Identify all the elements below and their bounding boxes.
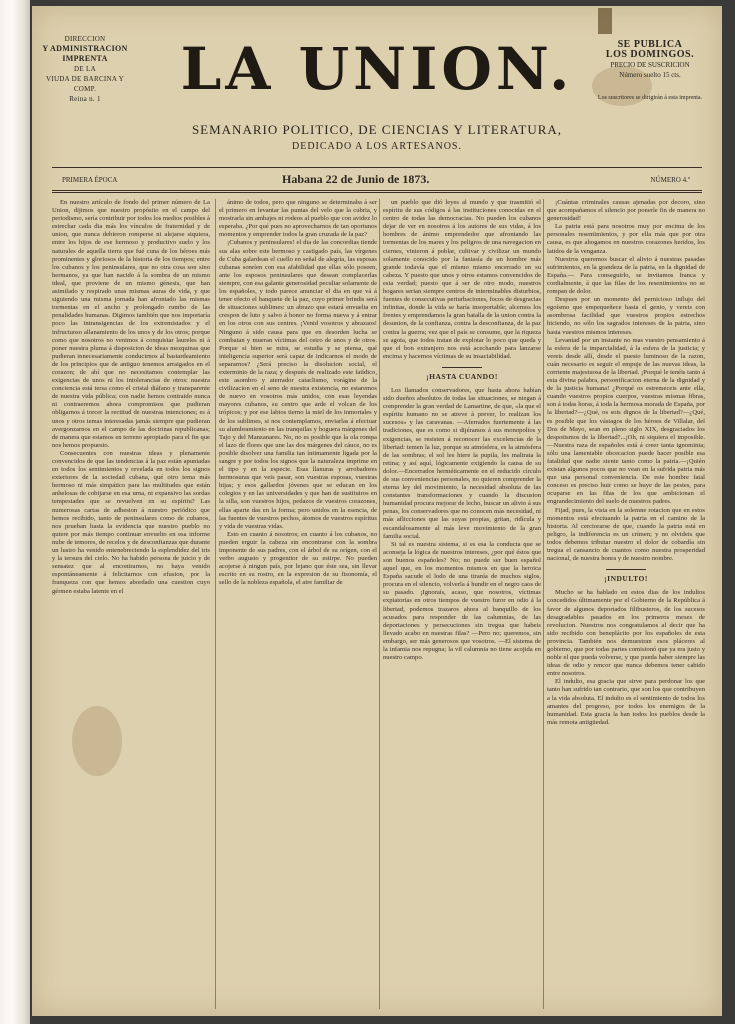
epoch-label: PRIMERA ÉPOCA <box>62 176 118 184</box>
header-left-line: Reina n. 1 <box>69 95 101 103</box>
column-divider <box>543 199 544 1009</box>
section-heading <box>547 569 705 583</box>
newspaper-dedication: DEDICADO A LOS ARTESANOS. <box>292 141 462 152</box>
header-left-line: DE LA <box>74 65 96 73</box>
article-column-1 <box>52 199 210 1011</box>
header-rule <box>52 167 702 168</box>
header-right-block <box>590 40 710 102</box>
newspaper-page <box>32 6 722 1016</box>
paragraph: La patria está para nosotros muy por encima de los personales resentimientos, y por ella más que por otra causa, es que ahogamos en nuestros corazones heridos, los latidos de la venganza. <box>547 223 705 255</box>
book-binding <box>0 0 30 1024</box>
paragraph: Nuestros queremos buscar el alivio á nuestras pasadas sufrimientos, en la grandeza de la patria, en la dignidad de España.— Para conseguirlo, se invitamos franca y cordialmente, á que las filas de los resentimientos no se rompan de dolor. <box>547 255 705 296</box>
section-title: ¡INDULTO! <box>604 574 648 584</box>
paragraph: Consecuentes con nuestras ideas y plenamente convencidos de que las tendencias á la paz están apuntadas en todos los sentimientos y revelada en todos los signos exteriores de la sociedad cubana, qué otro tema más hermoso ni más simpático para las multitudes que están anhelosas de cobijarse en esa urna, ni expansivo las sordas tempestades que se revuelven en su espíritu? Las numerosas cartas de adhesion á nuestro periódico que hemos recibido, tanto de peninsulares como de cubanos, nos prueban hasta la evidencia que nuestro pueblo no quiere por más tiempo continuar envuelto en esa informe nube de temores, de recelos y de desconfianzas que durante un lustro ha venido entenebreciendo la esplendidez del iris y la tersura del cielo. No ha habido persona de juicio y de sensatez que al encontrarnos, no haya venido espontáneamente á felicitarnos con efusion, por la franqueza con que hemos abordado una cuestion cuyo gérmen estaba latente en el <box>52 449 210 595</box>
article-column-4 <box>547 199 705 1011</box>
header-right-line: Los suscritores se dirigirán á esta imprenta. <box>597 95 703 101</box>
paragraph: Fijad, pues, la vista en la solemne rotacion que en estos momentos está efectuando la patria en el camino de la historia. Al cerciorarse de que, cuando la patria está en peligro, la indiferencia es un crímen; y no olvideis que todos debemos tributar nuestro el dolor de cobardía sin tregua el cansancio de cuantos como nuestra prosperidad nacional, de nuestra honra y de nuestro nombre. <box>547 506 705 563</box>
column-divider <box>379 199 380 1009</box>
header-left-line: Y ADMINISTRACION <box>42 44 128 53</box>
paragraph: Los llamados conservadores, que hasta ahora habían sido dueños absolutos de todas las situaciones, se niegan á comprender la gran verdad de Lamartine, de que, «la que el espíritu humano no se atreve á prever, lo realizan los sucesos» y las caravanas. —Aferrados fuertemente á las tradiciones, que es como si dijéramos á sus monopolios y exigencias, se resisten á reconocer las excelencias de la libertad: temen la luz, porque su atmósfera, es la atmósfera de las sombras; el sol les hiere la pupila, les maltrata la retina; y así aquí, lógicamente exigiendo la causa de su dolor.—Encerrados herméticamente en el reducido círculo de sus conveniencias personales, no quieren comprender la eterna ley del movimiento, la necesidad absoluta de las constantes transformaciones y cuando la discusion humanidad procura mejorar de lecho, buscar un alivio á sus penas, los conservadores que no conocen más necesidad, ni más aflicciones que las suyas propias, gritan, ridícula y escandalosamente al más leve movimiento de la gran familia social. <box>383 386 541 540</box>
paragraph: ¡Cuántas criminales causas ajenadas por decoro, sino que acompañamos el silencio por ponerle fin de manera no generosidad! <box>547 199 705 223</box>
header-left-block <box>40 34 130 104</box>
header-rule <box>52 190 702 191</box>
newspaper-subtitle: SEMANARIO POLITICO, DE CIENCIAS Y LITERATURA, <box>191 122 563 137</box>
column-divider <box>215 199 216 1009</box>
paragraph: Despues por un momento del pernicioso influjo del egoísmo que empequeñece hasta el genio, y vereis con asombrosa facilidad que vuestros propios estrechos hiciendo, no sólo los sagrados intereses de la patria, sino hasta vuestros mismos intereses. <box>547 296 705 336</box>
paragraph: un pueblo que dió leyes al mundo y que trasmitió el espíritu de sus códigos á las instituciones conocidas en el centro de todas las democracias. No pueden los cubanos dejar de ver en nosotros á los autores de sus vidas, á los hombres de ánimo emprendedor que afrontando las tormentas de los mares y los peligros de una navegacion en ciernes, vinieron á poblar, cultivar y civilizar un mundo solamente conocido por la fantasía de un hombre más grande todavía que el mismo mismo encerrado en su cabeza. Y puesto que unos y otros estamos convencidos de esta verdad; puesto que á ser de otro modo, nuestros hogares serian siempre centros de interminables disturbios, fuentes de consecutivas perturbaciones, focos de desgracias infinitas, donde la vida se haría insoportable; alcemos los frentes y emprendamos la gran batalla de la union contra la desunion, de la confianza, contra la desconfianza, de la paz contra la guerra; vez que el país se consume, que la riqueza se agota, que todos tratan de explotar lo poco que queda y que el bon extranjero nos está acechando para lanzarse encima y hacernos víctimas de su insaciabilidad. <box>383 199 541 360</box>
header-left-line: IMPRENTA <box>62 54 108 63</box>
paragraph: El indulto, esa gracia que sirve para perdonar los que tanto han sufrido tan contrario, que son los que contribuyen a la vida absoluta. El indulto es el sentimiento de todos los amantes del progreso, por todos los enemigos de la humanidad. Esta gracia la han todos los pueblos desde la más remota antigüedad. <box>547 678 705 726</box>
issue-date: Habana 22 de Junio de 1873. <box>282 172 430 186</box>
section-rule <box>606 569 646 570</box>
section-title: ¡HASTA CUANDO! <box>426 371 498 381</box>
header-right-line: SE PUBLICA <box>617 39 683 50</box>
header-left-line: VIUDA DE BARCINA Y COMP. <box>45 75 125 93</box>
paragraph: ¡Cubanos y peninsulares! el dia de las concordias tiende sus alas sobre este hermoso y castigado país, las vírgenes de Cuba galardean el cuello en señal de alegría, las esposas cubanas sonríen con esa afabilidad que ellas sólo poseen, ante los esposos peninsulares que desean complacerlas siempre, con esa galante generosidad peculiar solamente de los españoles, y todo parece anunciar el dia en que vá á tener efecto el banquete de la paz, cuyo primer brindis será de situaciones sublimes: un abrazo que estará envuelta en crespon de luto y salvo á honor no forma nueva y á entrar en los otros con sus centres. ¡Venid vosotros y abrazaos! Ninguno á sido causa para que en desorden lucha se combatan y mueran víctimas del cetro de unos y de otros. Porque si bien se mira, se estudia y se piensa, qué inteligencia superior será capaz de indicarnos el modo de separarnos? ¿Será preciso la disolucion social, el exterminio de la raza; y después de realizado este fatídico, este asombro y aterrador cataclismo, vorágine de la civilizacion en el seno de nuestra existencia, no estaremos de nuevo en vosotros más unidos, con esas leyendas mayores cubanos, su centro que arde el volcan de los trópicos; y por ese labios tierno la miel de los inmortales y de los sublimes, si nos contemplamos, enviarlas á efectuar su alumbramiento en las tranquilas y hoguera márgenes del Tajo y del Manzanares. No, no es posible que la ola rompa el lazo de flores que une las dos márgenes del cáuce, no es posible disolver una familia tan íntimamente ligada por la sangre y por todos los signos que la naturaleza imprime en el tipo y en la especie. Esas llanuras y arrobadores hermosuras que veis pasar, son vuestras esposas, vuestras hijas; y esos gallardos jóvenes que se educan en los colegios y en las universidades y que han de sustituiros en la silla, son vuestros hijos, pedazos de vuestros corazones, ellas aparte das en la forma; pero unidos en la esencia, de las fuentes de vuestros pechos, átomos de vuestros espíritus y vida de vuestras vidas. <box>219 239 377 530</box>
newspaper-title: LA UNION. <box>180 35 574 103</box>
article-column-2 <box>219 199 377 1011</box>
dateline <box>52 171 702 189</box>
paragraph: Levantad por un instante no mas vuestro pensamiento á la esfera de la imparcialidad, á la esfera de la justicia; y vereis desde allí, desde el puesto luminoso de la razon, cuán necesario es seguir el empuje de las nuevas ideas, la corriente majestuosa de la libertad. ¡Porqué le tenéis tanto á esta divina palabra, personificacion eterna de la dignidad y de la justicia humana! ¿Porqué os estremeceis ante ella, cuando vuestros propios cuerpos, vuestras mismas fibras, son á todas horas, á toda la hermosa morada de España, por la libertad?—¿Qué, os sois dignos de la libertad?—¿Qué, es posible que los vástagos de los héroes de Villalar, del Dos de Mayo, sean en pleno siglo XIX, desgraciados los despotismos de la libertad?...¡Oh, ni siquiera el imposible.—Nuestra raza de españoles está á creer tanta ignominia; sólo una lamentable obcecacion puede hacer posible esa fatalidad que nadie siente tanto como la patria.—¡Quién existan algunos pocos que no vean en la sufrida patria más que una personal conveniencia. De este hombre fatal conceso es preciso huir como se huye de las pestes, para ocuparse en las filas de los que ambicionan el engrandecimiento del suelo de nuestros padres. <box>547 336 705 506</box>
header-right-line: LOS DOMINGOS. <box>605 49 695 60</box>
paragraph: Mucho se ha hablado en estos dias de los indultos concedidos últimamente por el Gobierno de la República á favor de algunos deportados filibusteros, de los sucesos desagradables pasados en los primeros meses de revolucion. Nuestros nos congratulamos al decir que ha sido recibido con beneplácito por los españoles de esta provincia. También nos demuestran esos pláceres al gobierno, que por todas partes comisionó que ya era justo y noble el que pueda volverse, y que pueda haber siempre las ideas de odio y rencor que nunca debemos tener cabido entre nosotros. <box>547 589 705 678</box>
header-right-line: Número suelto 15 cts. <box>619 71 681 79</box>
header-rule <box>52 192 702 193</box>
paragraph: ánimo de todos, pero que ninguno se determinaba á ser el primero en levantar las puntas del velo que la cubria, y mostrarla sin ambajes ni rodeos al pueblo que con avidez lo esperaba. ¿Por qué pues no aprovecharnos de tan oportunos momentos y emprender todos la gran cruzada de la paz? <box>219 199 377 239</box>
section-rule <box>442 367 482 368</box>
issue-number: NÚMERO 4.º <box>650 176 690 184</box>
article-column-3 <box>383 199 541 1011</box>
paragraph: En nuestro artículo de fondo del primer número de La Union, dijimos que nuestro propósito en el campo del periodismo, sería contribuir por todos los medios posibles á estrechar cada dia más los vínculos de fraternidad y de union, que nunca debieron romperse ni alejarse siquiera, entre los hijos de ese hermoso y productivo suelo y los naturales de aquella tierra que fué cuna de los héroes más prominentes y gloriosos de la historia de los tiempos; entre los cubanos y los peninsulares, que no otra cosa son sino hermanos, ya que han nacido á la sombra de un mismo ideal, que proviene de un mismo génesis, que han asimilado y respirado unas mismas auras de vida, y que siguiendo una misma jornada han afrontado las mismas tormentas en el ancho y prolongado rumbo de las penalidades humanas. Digimos también que nos importaría poco las intransigencias de los extremistados y el infructuoso allanamiento de los unos y de los otros; porque como que nosotros no venimos á conquistar laureles ni á poner nuestra pluma á disposicion de ideas mezquinas que pudieran innecesariamente conducirnos al bastardeamiento de los principios que de antiguo tenemos arraigados en el corazon; de ahí que no necesitamos contemplar las exigencias de unos ni los intolerancias de otros: nuestra conciencia está tersa como el cristal diáfano y transparente de nuestra vida pública; con nadie hemos contraido nunca ni contraeremos ahora compromisos que pudieran obligarnos á torcer la rectitud de nuestras intenciones; es á unos y otros temas interesadas jamás siempre que pudieran avergonzarnos en el campo de las doctrinas republicanas; de manera que estamos en terreno apropiado para el fin que nos hemos propuesto. <box>52 199 210 449</box>
paragraph: Si tal es nuestra sistema, si es esa la conducta que se aconseja la lógica de nuestros intereses, ¿por qué éstos que son buenos españoles? No; no puede ser buen español aquel que, en los momentos mismos en que la heroica España sacude el lodo de una tiranía de muchos siglos, procura en el silencio, volverla á hundir en el negro caos de su pasado. ¡Ignoraís, acaso, que nosotros, víctimas expiatorias en otros tiempos de vuestro furor en odio á la libertad, podemos trazaros ahora al banquillo de los acusados para responder de las calumnias, de las deportaciones y persecuciones sin tregua que habeis llevado acabo en nuestras filas? —Pero no; queremos, sin embargo, ser más generosos que vosotros. —El sistema de la infamia nos repugna; la vil calumnia no tiene acojida en nuestro campo. <box>383 540 541 662</box>
header-right-line: PRECIO DE SUSCRICION <box>610 61 690 69</box>
section-heading <box>383 367 541 381</box>
header-left-line: DIRECCION <box>64 35 106 43</box>
page-tab-marker <box>598 8 612 34</box>
paragraph: Esto en cuanto á nosotros; en cuanto á los cubanos, no pueden erguir la cabeza sin encontrarse con la sombra imponente de sus padres, con el árbol de su orígen, con el verbo augusto y progenitor de su estirpe. No pueden acojerse á ningun país, por lejano que éste sea, sin llevar escrito en su rostro, en la expresion de su fisonomía, el sello de la nobleza española, el aire familiar de <box>219 530 377 587</box>
